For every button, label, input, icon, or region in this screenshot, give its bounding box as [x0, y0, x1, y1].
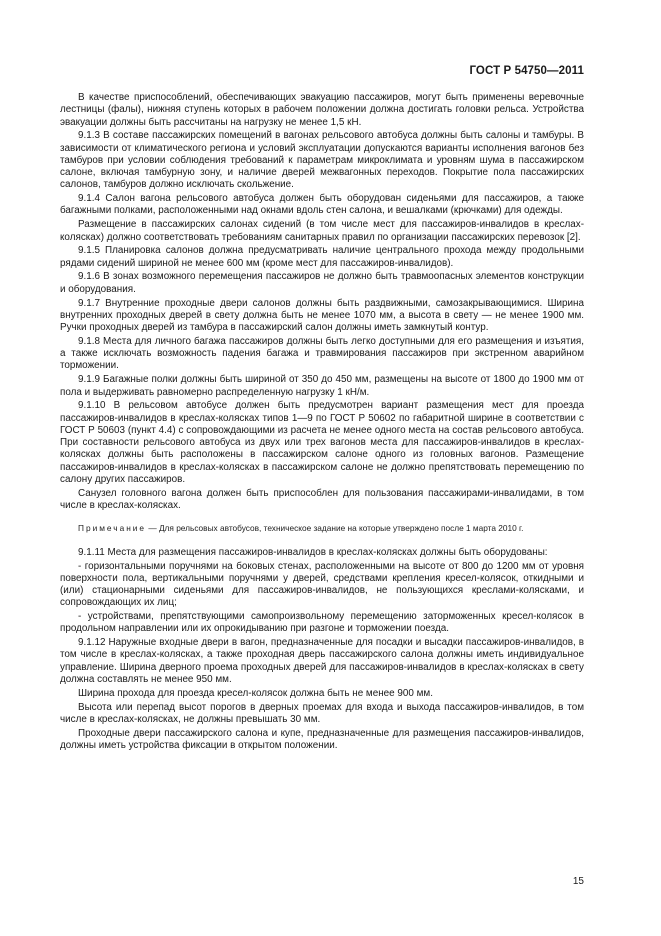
page-number: 15 [572, 876, 584, 887]
paragraph-9-1-3: 9.1.3 В составе пассажирских помещений в вагонах рельсового автобуса должны быть салоны и тамбуры. В зависимости от климатического региона и условий эксплуатации допускаются варианты исполнения вагонов без тамбуров при условии соблюдения требований к параметрам микроклимата и уровням шума в пассажирском салоне, включая тамбурную зону, и наличие дверей межвагонных переходов. Покрытие пола пассажирских салонов, тамбуров должно исключать скольжение. [60, 130, 584, 191]
paragraph-9-1-7: 9.1.7 Внутренние проходные двери салонов должны быть раздвижными, самозакрывающимися. Ширина внутренних проходных дверей в свету должна быть не менее 1070 мм, а высота в свету — не менее 1900 мм. Ручки проходных дверей из тамбура в пассажирский салон должны иметь замкнутый контур. [60, 297, 584, 334]
paragraph: Высота или перепад высот порогов в дверных проемах для входа и выхода пассажиров-инвалидов, в том числе в креслах-колясках, не должны превышать 30 мм. [60, 701, 584, 725]
paragraph-9-1-8: 9.1.8 Места для личного багажа пассажиров должны быть легко доступными для его размещения и изъятия, а также исключать возможность падения багажа и травмирования пассажиров при экстренном аварийном торможении. [60, 335, 584, 372]
document-header: ГОСТ Р 54750—2011 [469, 65, 584, 77]
note [60, 522, 584, 535]
paragraph: Ширина прохода для проезда кресел-колясок должна быть не менее 900 мм. [78, 687, 433, 699]
note-text: — Для рельсовых автобусов, техническое задание на которые утверждено после 1 марта 2010 г. [146, 523, 524, 534]
paragraph-9-1-11: 9.1.11 Места для размещения пассажиров-инвалидов в креслах-колясках должны быть оборудованы: [78, 546, 548, 558]
page-body [60, 92, 584, 754]
paragraph: Санузел головного вагона должен быть приспособлен для пользования пассажирами-инвалидами, в том числе в креслах-колясках. [60, 487, 584, 511]
paragraph-9-1-4: 9.1.4 Салон вагона рельсового автобуса должен быть оборудован сиденьями для пассажиров, а также багажными полками, расположенными над окнами вдоль стен салона, и вешалками (крючками) для одежды. [60, 193, 584, 217]
paragraph-9-1-9: 9.1.9 Багажные полки должны быть шириной от 350 до 450 мм, размещены на высоте от 1800 до 1900 мм от пола и выдерживать равномерно распределенную нагрузку 1 кН/м. [60, 374, 584, 398]
paragraph-9-1-12: 9.1.12 Наружные входные двери в вагон, предназначенные для посадки и высадки пассажиров-инвалидов, в том числе в креслах-колясках, а также проходная дверь пассажирского салона должны иметь индивидуальное управление. Ширина дверного проема проходных дверей для пассажиров-инвалидов в креслах-колясках в свету должна составлять не менее 950 мм. [60, 637, 584, 685]
paragraph: Проходные двери пассажирского салона и купе, предназначенные для размещения пассажиров-инвалидов, должны иметь устройства фиксации в открытом положении. [60, 727, 584, 751]
paragraph-9-1-5: 9.1.5 Планировка салонов должна предусматривать наличие центрального прохода между продольными рядами сидений шириной не менее 600 мм (кроме мест для пассажиров-инвалидов). [60, 245, 584, 269]
paragraph-9-1-10: 9.1.10 В рельсовом автобусе должен быть предусмотрен вариант размещения мест для проезда пассажиров-инвалидов в креслах-колясках типов 1—9 по ГОСТ Р 50602 по габаритной ширине в соответствии с ГОСТ Р 50603 (пункт 4.4) с сопровождающими из расчета не менее одного места на состав рельсового автобуса. При составности рельсового автобуса из двух или трех вагонов места для пассажиров-инвалидов в креслах-колясках должны быть расположены в пассажирском салоне одного из головных вагонов. Размещение пассажиров-инвалидов в креслах-колясках в пассажирском салоне не должно препятствовать перемещению по салону других пассажиров. [60, 400, 584, 485]
paragraph: Размещение в пассажирских салонах сидений (в том числе мест для пассажиров-инвалидов в креслах-колясках) должно соответствовать требованиям санитарных правил по организации пассажирских перевозок [2]. [60, 219, 584, 243]
list-item: - горизонтальными поручнями на боковых стенах, расположенными на высоте от 800 до 1200 мм от уровня поверхности пола, вертикальными поручнями у дверей, средствами крепления кресел-колясок, откидными и (или) стационарными сиденьями для пассажиров-инвалидов, не пользующихся креслами-колясками, и сопровождающих их лиц; [60, 560, 584, 609]
note-label: Примечание [78, 523, 147, 534]
paragraph-9-1-6: 9.1.6 В зонах возможного перемещения пассажиров не должно быть травмоопасных элементов конструкции и оборудования. [60, 271, 584, 295]
list-item: - устройствами, препятствующими самопроизвольному перемещению заторможенных кресел-колясок в продольном направлении или их опрокидыванию при разгоне и торможении поезда. [60, 611, 584, 635]
paragraph: В качестве приспособлений, обеспечивающих эвакуацию пассажиров, могут быть применены веревочные лестницы (фалы), нижняя ступень которых в рабочем положении должна достигать головки рельса. Устройства эвакуации должны быть рассчитаны на нагрузку не менее 1,5 кН. [60, 92, 584, 128]
